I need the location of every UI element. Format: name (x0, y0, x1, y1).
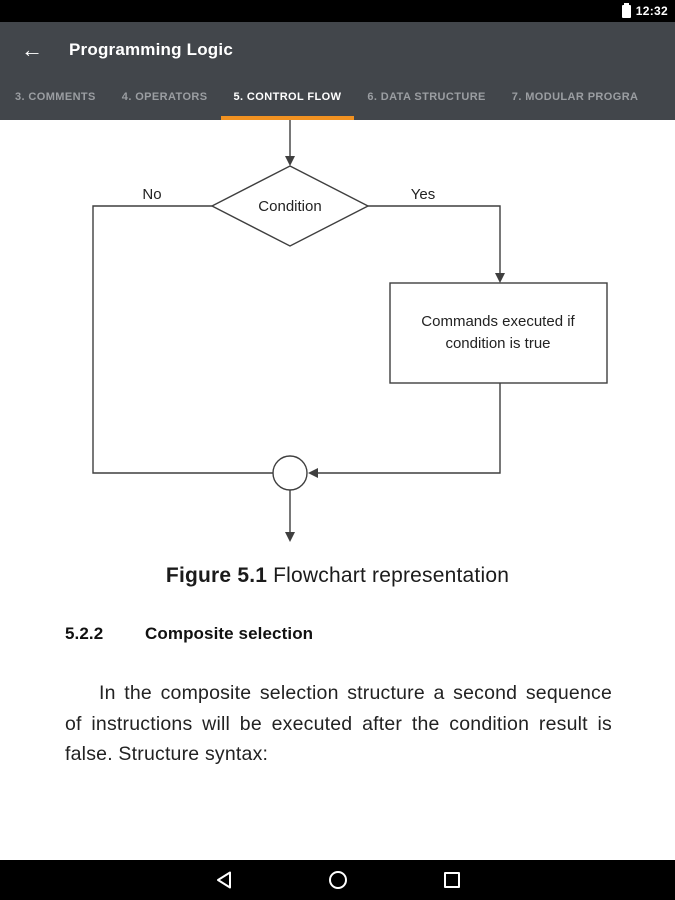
process-box-line1: Commands executed if (421, 313, 575, 330)
condition-label: Condition (258, 198, 322, 215)
page-title: Programming Logic (69, 40, 233, 59)
status-bar (0, 0, 675, 22)
battery-icon (622, 5, 631, 18)
flowchart-figure (0, 120, 675, 560)
document-page (0, 120, 675, 860)
yes-label: Yes (410, 186, 436, 203)
arrowhead-into-box (495, 273, 505, 283)
arrowhead-exit (285, 532, 295, 542)
body-paragraph: In the composite selection structure a second sequence of instructions will be executed after the condition result is false. Structure syntax: (65, 682, 612, 765)
section-title: Composite selection (145, 624, 314, 643)
tab-modular-programming[interactable]: 7. MODULAR PROGRA (511, 91, 639, 103)
section-heading (65, 624, 675, 644)
no-branch-line (93, 206, 273, 473)
section-number: 5.2.2 (65, 624, 104, 643)
navigation-bar (0, 860, 675, 900)
figure-caption-text: Flowchart representation (267, 564, 510, 587)
figure-caption-number: Figure 5.1 (165, 564, 268, 587)
process-box-line2: condition is true (445, 335, 551, 352)
no-label: No (142, 186, 162, 203)
app-bar (0, 22, 675, 78)
nav-recents-icon[interactable] (443, 870, 461, 890)
arrowhead-into-connector (308, 468, 318, 478)
back-arrow-icon[interactable]: ← (21, 37, 43, 62)
nav-home-icon[interactable] (328, 870, 348, 890)
tab-operators[interactable]: 4. OPERATORS (121, 91, 208, 103)
nav-back-icon[interactable] (215, 870, 233, 890)
tab-control-flow[interactable]: 5. CONTROL FLOW (221, 78, 355, 120)
figure-caption (0, 564, 675, 588)
box-to-connector-line (318, 383, 500, 473)
status-time: 12:32 (635, 4, 668, 18)
connector-circle (273, 456, 307, 490)
tab-bar (0, 78, 675, 120)
process-box (390, 283, 607, 383)
tab-data-structure[interactable]: 6. DATA STRUCTURE (367, 91, 486, 103)
tab-comments[interactable]: 3. COMMENTS (15, 91, 96, 103)
arrowhead-into-diamond (285, 156, 295, 166)
yes-branch-line (368, 206, 500, 274)
